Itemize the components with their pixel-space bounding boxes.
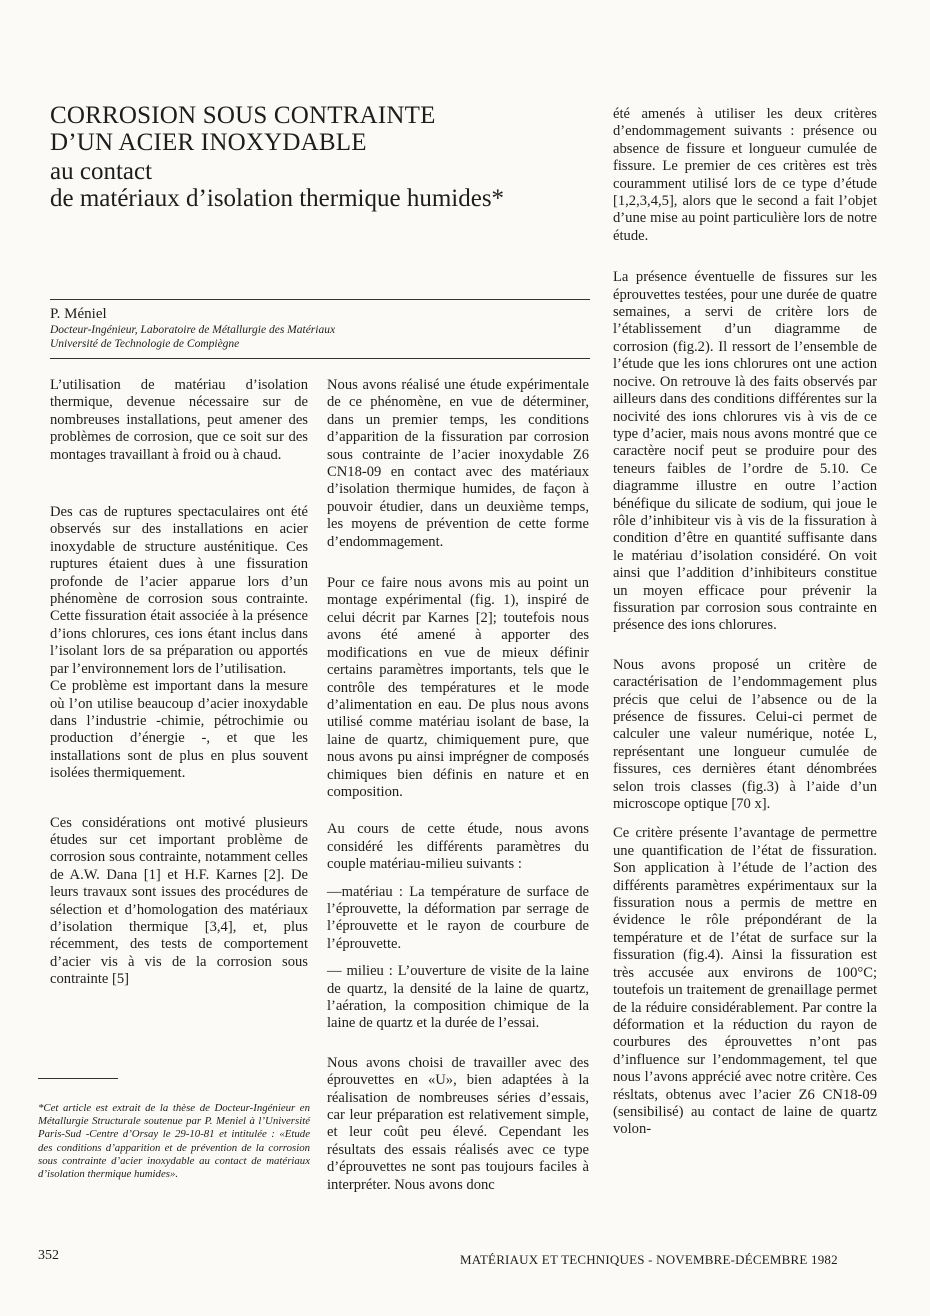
page-number: 352 [38,1248,59,1263]
paragraph: Nous avons proposé un critère de caractérisation de l’endommagement plus précis que celui de l’absence ou de la présence de fissures. Celui-ci permet de calculer une valeur numérique, notée L, représentant une longueur cumulée de fissures, ces dernières étant dénombrées selon trois classes (fig.3) à l’aide d’un microscope optique [70 x]. [613,656,877,813]
title-line-4: de matériaux d’isolation thermique humides* [50,185,505,212]
author-bottom-rule [50,358,590,359]
author-affiliation-1: Docteur-Ingénieur, Laboratoire de Métallurgie des Matériaux [50,324,336,336]
paragraph: Ce problème est important dans la mesure où l’on utilise beaucoup d’acier inoxydable dans l’industrie -chimie, pétrochimie ou production d’énergie -, et que les installations sont de plus en plus souvent isolées thermiquement. [50,678,308,782]
author-affiliation-2: Université de Technologie de Compiègne [50,338,240,350]
title-line-1: CORROSION SOUS CONTRAINTE [50,102,436,129]
paragraph: — milieu : L’ouverture de visite de la laine de quartz, la densité de la laine de quartz, l’aération, la composition chimique de la laine de quartz et la durée de l’essai. [327,963,589,1032]
paragraph: été amenés à utiliser les deux critères d’endommagement suivants : présence ou absence de fissure et longueur cumulée de fissure. Le premier de ces critères est très couramment utilisé lors de ce type d’étude [1,2,3,4,5], alors que le second a fait l’objet d’une mise au point particulière lors de notre étude. [613,106,877,244]
title-line-2: D’UN ACIER INOXYDABLE [50,129,367,156]
paragraph: —matériau : La température de surface de l’éprouvette, la déformation par serrage de l’éprouvette et le rayon de courbure de l’éprouvette. [327,883,589,952]
article-subtitle [50,158,590,212]
author-name: P. Méniel [50,306,107,322]
column-2 [327,377,589,1212]
article-title [50,102,590,156]
column-3 [613,106,877,1157]
paragraph: Nous avons réalisé une étude expérimentale de ce phénomène, en vue de déterminer, dans un premier temps, les conditions d’apparition de la fissuration par corrosion sous contrainte de l’acier inoxydable Z6 CN18-09 en contact avec des matériaux d’isolation thermique humides, de façon à pouvoir étudier, dans un deuxième temps, les moyens de prévention de cette forme d’endommagement. [327,377,589,550]
paragraph: Ces considérations ont motivé plusieurs études sur cet important problème de corrosion sous contrainte, notamment celles de A.W. Dana [1] et H.F. Karnes [2]. De leurs travaux sont issues des procédures de sélection et d’homologation des matériaux d’isolation thermique [3,4], et, plus récemment, des tests de comportement d’acier vis à vis de la corrosion sous contrainte [5] [50,814,308,988]
journal-footer: MATÉRIAUX ET TECHNIQUES - NOVEMBRE-DÉCEMBRE 1982 [460,1252,838,1267]
column-1 [50,377,308,1007]
author-top-rule [50,299,590,300]
paragraph: La présence éventuelle de fissures sur les éprouvettes testées, pour une durée de quatre semaines, a servi de critère lors de l’établissement d’un diagramme de corrosion (fig.2). Il ressort de l’ensemble de l’étude que les ions chlorures ont une action nocive. On retrouve là des faits observés par ailleurs dans des conditions différentes sur la nocivité des ions chlorures vis à vis de ce type d’acier, mais nous avons montré que ce caractère nocif peut se produire pour des teneurs faibles de l’ordre de 5.10. Ce diagramme illustre en outre l’action bénéfique du silicate de sodium, qui joue le rôle d’inhibiteur vis à vis de la fissuration à condition d’être en quantité suffisante dans le matériau d’isolation considéré. On voit ainsi que l’addition d’inhibiteurs constitue un moyen efficace pour prévenir la fissuration par corrosion sous contrainte en présence des ions chlorures. [613,269,877,634]
paragraph: Ce critère présente l’avantage de permettre une quantification de l’état de fissuration. Son application à l’étude de l’action des différents paramètres expérimentaux sur la fissuration nous a permis de mettre en évidence le rôle prépondérant de la température et de l’état de surface sur la fissuration (fig.4). Ainsi la fissuration est très accusée aux environs de 100°C; toutefois un traitement de grenaillage permet de la réduire considérablement. Par contre la déformation et la réduction du rayon de courbures des éprouvettes n’ont pas d’influence sur l’endommagement, tel que nous l’avons apprécié avec notre critère. Ces résltats, obtenus avec l’acier Z6 CN18-09 (sensibilisé) au contact de laine de quartz volon- [613,825,877,1138]
paragraph: L’utilisation de matériau d’isolation thermique, devenue nécessaire sur de nombreuses installations, peut amener des problèmes de corrosion, que ce soit sur des montages travaillant à froid ou à chaud. [50,377,308,463]
title-line-3: au contact [50,158,153,185]
paragraph: Pour ce faire nous avons mis au point un montage expérimental (fig. 1), inspiré de celui décrit par Karnes [2]; toutefois nous avons été amené à apporter des modifications en vue de mieux définir certains paramètres importants, tels que le contrôle des températures et le mode d’alimentation en eau. De plus nous avons utilisé comme matériau isolant de base, la laine de quartz, chimiquement pure, que nous avons pu ainsi imprégner de composés chimiques bien définis en nature et en composition. [327,575,589,800]
footnote-rule [38,1078,118,1079]
paragraph: Au cours de cette étude, nous avons considéré les différents paramètres du couple matériau-milieu suivants : [327,821,589,873]
paragraph: Des cas de ruptures spectaculaires ont été observés sur des installations en acier inoxydable de structure austénitique. Ces ruptures étaient dues à une fissuration profonde de l’acier apparue lors d’un phénomène de corrosion sous contrainte. Cette fissuration était associée à la présence d’ions chlorures, ces ions étant inclus dans l’isolant lors de sa préparation ou apportés par l’environnement lors de l’utilisation. [50,504,308,677]
footnote: *Cet article est extrait de la thèse de Docteur-Ingénieur en Métallurgie Structurale soutenue par P. Meniel à l’Université Paris-Sud -Centre d’Orsay le 29-10-81 et intitulée : «Etude des conditions d’apparition et de prévention de la corrosion sous contrainte d’acier inoxydable au contact de matériaux d’isolation thermique humides». [38,1102,310,1181]
paragraph: Nous avons choisi de travailler avec des éprouvettes en «U», bien adaptées à la réalisation de nombreuses séries d’essais, car leur préparation est relativement simple, et leur coût peu élevé. Cependant les résultats des essais réalisés avec ce type d’éprouvettes ne sont pas toujours faciles à interpréter. Nous avons donc [327,1054,589,1193]
